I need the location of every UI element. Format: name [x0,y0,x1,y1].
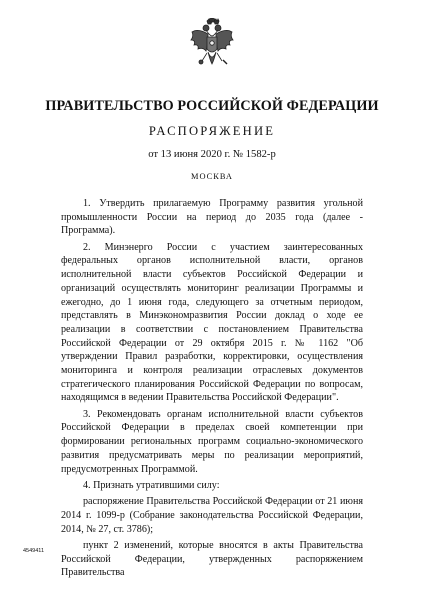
document-city: МОСКВА [191,172,233,181]
paragraph-4: 4. Признать утратившими силу: [83,479,220,491]
paragraph-3: 3. Рекомендовать органам исполнительной власти субъектов Российской Федерации в пределах своей компетенции при формировании региональных программ социально-экономического развития предусматривать меры по реализации мероприятий, предусмотренных Программой. [61,408,363,475]
document-date-number: от 13 июня 2020 г. № 1582-р [148,149,276,160]
paragraph-1: 1. Утвердить прилагаемую Программу развития угольной промышленности России на период до 2035 года (далее - Программа). [61,198,363,237]
document-code: 4549411 [23,548,45,554]
document-body [61,197,363,583]
document-type: РАСПОРЯЖЕНИЕ [148,124,276,138]
paragraph-5: распоряжение Правительства Российской Федерации от 21 июня 2014 г. 1099-р (Собрание законодательства Российской Федерации, 2014, № 27, ст. 3786); [61,496,363,535]
government-title: ПРАВИТЕЛЬСТВО РОССИЙСКОЙ ФЕДЕРАЦИИ [45,98,379,114]
paragraph-2: 2. Минэнерго России с участием заинтересованных федеральных органов исполнительной власти, органов исполнительной власти субъектов Российской Федерации и организаций осуществлять мониторинг реализации Программы и ежегодно, до 1 июня года, следующего за отчетным периодом, представлять в Минэкономразвития России доклад о ходе ее реализации в соответствии с постановлением Правительства Российской Федерации от 29 октября 2015 г. № 1162 "Об утверждении Правил разработки, корректировки, осуществления мониторинга и контроля реализации отраслевых документов стратегического планирования Российской Федерации по вопросам, находящимся в ведении Правительства Российской Федерации". [61,241,363,404]
coat-of-arms-icon [188,18,236,74]
paragraph-6: пункт 2 изменений, которые вносятся в акты Правительства Российской Федерации, утвержденных распоряжением Правительства [61,539,363,579]
